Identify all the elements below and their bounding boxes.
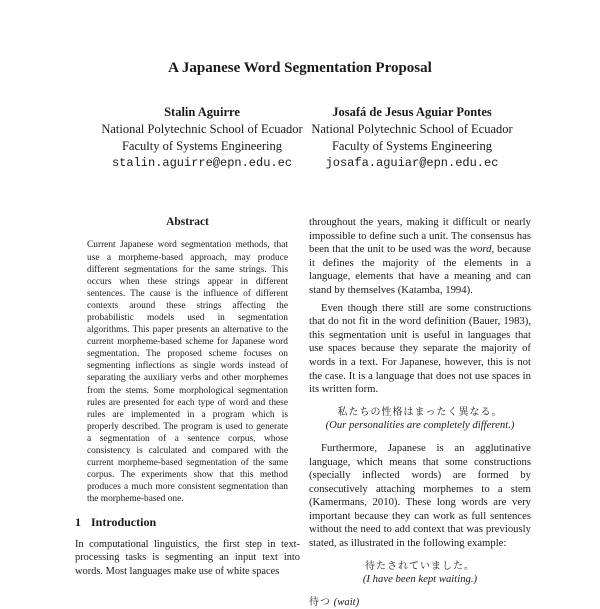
author-name: Stalin Aguirre <box>164 105 240 119</box>
author-institution: National Polytechnic School of Ecuador <box>101 122 303 136</box>
gloss-japanese: 待つ <box>309 596 331 608</box>
paragraph-2: Even though there still are some constructions that do not fit in the word definition (Bauer, 1983), this segmentation unit is useful in languages that use spaces because they separate the majority of words in a text. For Japanese, however, this is not the case. It is a language that does not use spaces in its written form. <box>309 301 531 396</box>
author-block-2 <box>302 104 522 172</box>
example-translation: (Our personalities are completely different.) <box>325 419 515 432</box>
paragraph-3: Furthermore, Japanese is an agglutinative language, which means that some constructions (specially inflected words) are formed by consecutively attaching morphemes to a stem (Kamermans, 2010). These long words are very important because they can work as full sentences without the need to add context that was previously stated, as illustrated in the following example: <box>309 441 531 550</box>
example-2 <box>309 560 531 587</box>
author-institution: National Polytechnic School of Ecuador <box>311 122 513 136</box>
section-heading <box>75 516 300 529</box>
author-department: Faculty of Systems Engineering <box>121 139 283 153</box>
paragraph-1 <box>309 216 531 298</box>
author-name: Josafá de Jesus Aguiar Pontes <box>332 105 492 119</box>
author-email: josafa.aguiar@epn.edu.ec <box>325 156 499 170</box>
section-number: 1 <box>75 515 81 530</box>
paper-title: A Japanese Word Segmentation Proposal <box>168 60 432 76</box>
example-translation: (I have been kept waiting.) <box>362 573 478 586</box>
example-japanese: 私たちの性格はまったく異なる。 <box>337 406 503 418</box>
author-block-1 <box>92 104 312 172</box>
abstract-text: Current Japanese word segmentation methods, that use a morpheme-based approach, may produce different segmentations for the same strings. This occurs when these strings appear in different sentences. The cause is the influence of different contexts around these strings affecting the probabilistic models used in segmentation algorithms. This paper presents an alternative to the current morpheme-based scheme for Japanese word segmentation. The proposed scheme focuses on segmenting inflections as single words instead of separating the auxiliary verbs and other morphemes from the stems. Some morphological segmentation rules are presented for each type of word and these rules are implemented in a program which is properly described. The program is used to generate a segmentation of a sentence corpus, whose consistency is calculated and compared with the current morpheme-based segmentation of the same corpus. The experiments show that this method produces a much more consistent segmentation than the morpheme-based one. <box>87 240 288 505</box>
right-column <box>309 216 531 609</box>
gloss-line <box>309 596 531 609</box>
emphasis-word: word <box>469 243 492 256</box>
abstract-heading: Abstract <box>166 216 209 228</box>
author-department: Faculty of Systems Engineering <box>331 139 493 153</box>
author-email: stalin.aguirre@epn.edu.ec <box>111 156 293 170</box>
section-title: Introduction <box>91 515 157 530</box>
gloss-translation: (wait) <box>333 595 360 608</box>
left-column <box>75 216 300 578</box>
example-japanese: 待たされていました。 <box>365 560 475 572</box>
intro-paragraph: In computational linguistics, the first step in text-processing tasks is segmenting an input text into words. Most languages make use of white spaces <box>75 538 300 577</box>
example-1 <box>309 406 531 433</box>
paragraph-1-part-a: throughout the years, making it difficult or nearly impossible to define such a unit. The consensus has been that the unit to be used was the <box>309 216 531 256</box>
paragraph-1-part-b: , because it defines the majority of the elements in a language, elements that have a meaning and can stand by themselves (Katamba, 1994). <box>309 243 531 296</box>
